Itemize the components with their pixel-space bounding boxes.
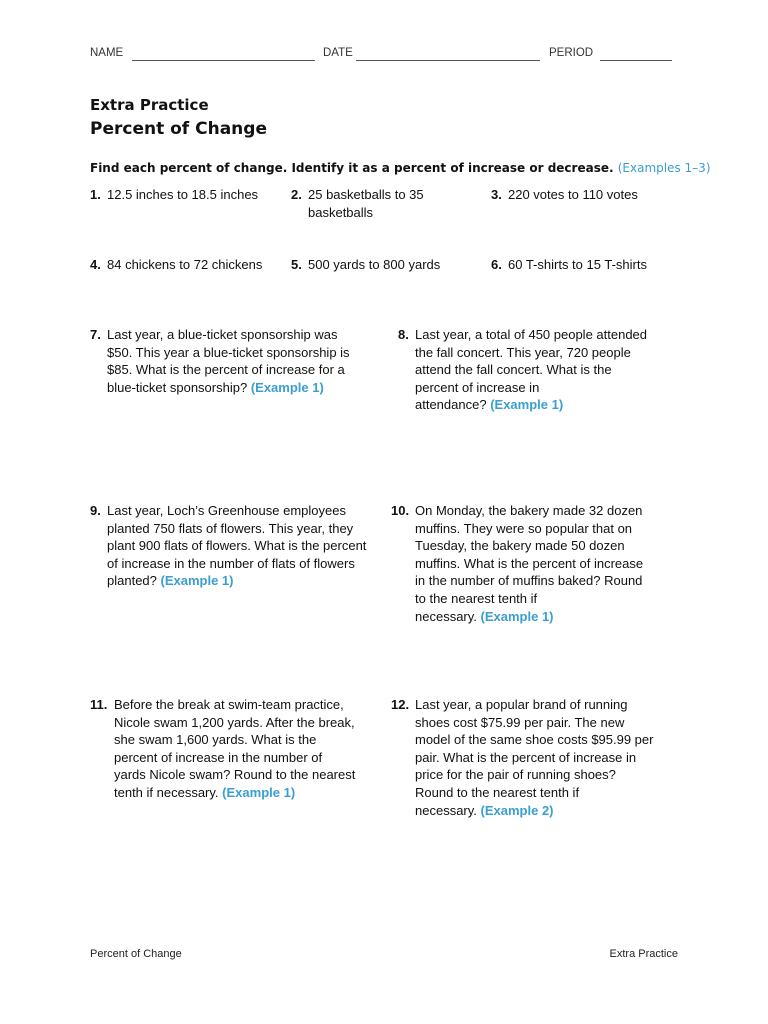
problem-text: 12.5 inches to 18.5 inches — [107, 187, 259, 202]
problem-text: 500 yards to 800 yards — [308, 257, 441, 272]
example-ref: (Example 1) — [222, 784, 296, 800]
problem-number: 5. — [291, 257, 302, 272]
problem-2 — [291, 186, 448, 221]
problem-text: Last year, a total of 450 people attended the fall concert. This year, 720 people attend the fall concert. What is the percent of increase in attendance? — [415, 327, 648, 413]
problem-number: 1. — [90, 187, 101, 202]
problem-4 — [90, 256, 297, 274]
problem-number: 11. — [90, 697, 108, 712]
problem-5 — [291, 256, 488, 274]
problem-number: 3. — [491, 187, 502, 202]
example-ref: (Example 1) — [480, 608, 554, 624]
example-ref: (Example 1) — [160, 573, 234, 589]
problem-number: 7. — [90, 327, 101, 342]
worksheet-subtitle: Extra Practice — [90, 96, 209, 114]
example-ref: (Example 2) — [480, 802, 554, 818]
problem-3 — [491, 186, 688, 204]
problem-number: 9. — [90, 503, 101, 518]
problem-text: 25 basketballs to 35 basketballs — [308, 187, 424, 220]
page-title: Percent of Change — [90, 119, 267, 139]
example-ref: (Example 1) — [250, 379, 324, 395]
footer-left: Percent of Change — [90, 948, 182, 960]
problem-text: 60 T-shirts to 15 T-shirts — [508, 257, 647, 272]
problem-7 — [90, 326, 355, 396]
period-label: PERIOD — [549, 47, 594, 59]
example-ref: (Example 1) — [490, 397, 564, 413]
date-label: DATE — [323, 47, 353, 59]
problem-9 — [90, 502, 369, 590]
instructions — [90, 161, 711, 175]
problem-text: 84 chickens to 72 chickens — [107, 257, 263, 272]
problem-number: 12. — [391, 697, 410, 712]
problem-text: Before the break at swim-team practice, Nicole swam 1,200 yards. After the break, she swam 1,600 yards. What is the percent of increase in the number of yards Nicole swam? Round to the nearest tenth if necessary. — [114, 697, 356, 800]
problem-number: 10. — [391, 503, 410, 518]
instructions-example-ref: (Examples 1–3) — [617, 161, 711, 175]
problem-10 — [391, 502, 649, 625]
name-label: NAME — [90, 47, 124, 59]
problem-12 — [391, 696, 655, 819]
instructions-text: Find each percent of change. Identify it as a percent of increase or decrease. — [90, 161, 614, 175]
problem-text: 220 votes to 110 votes — [508, 187, 638, 202]
problem-number: 4. — [90, 257, 101, 272]
problem-number: 8. — [398, 327, 409, 342]
name-blank — [132, 60, 315, 61]
problem-text: Last year, a blue-ticket sponsorship was $50. This year a blue-ticket sponsorship is $85. What is the percent of increase for a blue-ticket sponsorship? — [107, 327, 350, 395]
problem-text: Last year, Loch’s Greenhouse employees planted 750 flats of flowers. This year, they plant 900 flats of flowers. What is the percent of increase in the number of flats of flowers planted? — [107, 503, 367, 589]
problem-number: 6. — [491, 257, 502, 272]
footer-right: Extra Practice — [609, 948, 678, 960]
problem-text: Last year, a popular brand of running shoes cost $75.99 per pair. The new model of the same shoe costs $95.99 per pair. What is the percent of increase in price for the pair of running shoes? Round to the nearest tenth if necessary. — [415, 697, 654, 818]
problem-8 — [398, 326, 649, 414]
problem-1 — [90, 186, 297, 204]
problem-11 — [90, 696, 356, 802]
period-blank — [600, 60, 672, 61]
problem-6 — [491, 256, 688, 274]
problem-number: 2. — [291, 187, 302, 202]
date-blank — [356, 60, 540, 61]
problem-text: On Monday, the bakery made 32 dozen muffins. They were so popular that on Tuesday, the bakery made 50 dozen muffins. What is the percent of increase in the number of muffins baked? Round to the nearest tenth if necessary. — [415, 503, 644, 624]
